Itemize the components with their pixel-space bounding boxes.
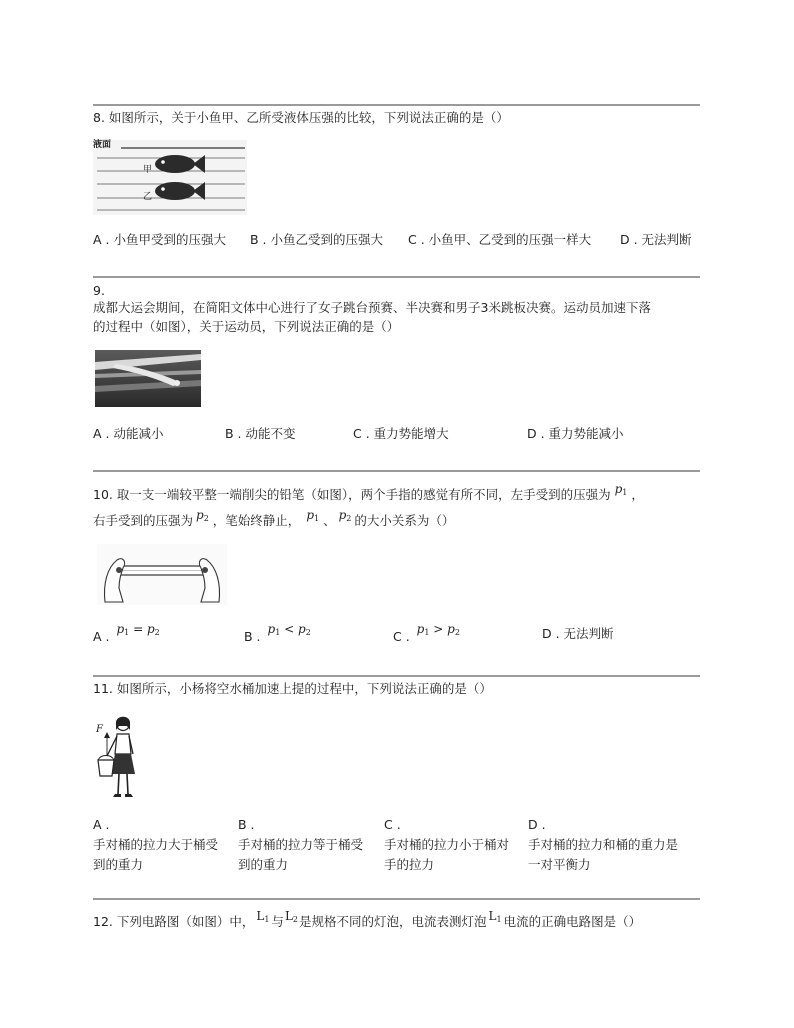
option-text: 手对桶的拉力和桶的重力是 xyxy=(528,837,679,852)
option-a[interactable]: A . 小鱼甲受到的压强大 xyxy=(93,232,226,247)
p1-symbol: $p_1$ xyxy=(306,508,320,523)
question-10-text: 的大小关系为（） xyxy=(354,513,455,528)
question-12-text: 电流的正确电路图是（） xyxy=(503,914,642,929)
question-8-stem: 8. 如图所示，关于小鱼甲、乙所受液体压强的比较，下列说法正确的是（） xyxy=(93,110,509,125)
surface-label: 液面 xyxy=(93,140,112,150)
option-letter: A . xyxy=(93,629,110,644)
option-b[interactable]: B . 小鱼乙受到的压强大 xyxy=(250,232,383,247)
question-9-line2: 的过程中（如图），关于运动员，下列说法正确的是（） xyxy=(93,319,400,334)
option-b[interactable] xyxy=(244,622,311,650)
divider xyxy=(93,898,700,900)
option-b[interactable]: B . 动能不变 xyxy=(225,426,296,441)
question-10-text: 右手受到的压强为 xyxy=(93,513,194,528)
option-letter: B . xyxy=(244,629,261,644)
pencil-figure xyxy=(97,544,227,605)
fish-jia-label: 甲 xyxy=(143,165,153,175)
divider xyxy=(93,104,700,106)
p1-symbol: $p_1$ xyxy=(614,482,628,497)
question-10-line1 xyxy=(93,482,644,508)
question-10-text: 10. 取一支一端较平整一端削尖的铅笔（如图），两个手指的感觉有所不同，左手受到的压强为 xyxy=(93,487,611,502)
option-text: 到的重力 xyxy=(238,857,289,872)
option-c[interactable] xyxy=(393,622,460,650)
option-d[interactable]: D . 无法判断 xyxy=(542,626,614,641)
option-letter: B . xyxy=(238,817,255,832)
l2-symbol: $L_2$ xyxy=(284,909,298,924)
p2-symbol: $p_2$ xyxy=(338,508,352,523)
option-text: 手对桶的拉力大于桶受 xyxy=(93,837,219,852)
option-d[interactable]: D . 无法判断 xyxy=(620,232,692,247)
question-12-text: 与 xyxy=(271,914,284,929)
comma: ， xyxy=(631,487,644,502)
fish-yi-label: 乙 xyxy=(143,192,153,202)
girl-bucket-figure xyxy=(93,712,143,800)
option-d[interactable]: D . 重力势能减小 xyxy=(527,426,624,441)
option-c[interactable]: C . 重力势能增大 xyxy=(353,426,449,441)
equation-b: $p_1 < p_2$ xyxy=(267,622,311,637)
question-9-number: 9. xyxy=(93,283,105,298)
question-10-line2 xyxy=(93,508,455,534)
equation-c: $p_1 > p_2$ xyxy=(416,622,460,637)
option-text: 一对平衡力 xyxy=(528,857,591,872)
option-a[interactable] xyxy=(93,622,160,650)
diver-icon xyxy=(95,350,201,407)
question-12-stem xyxy=(93,909,642,935)
question-11-stem: 11. 如图所示，小杨将空水桶加速上提的过程中，下列说法正确的是（） xyxy=(93,681,492,696)
fish-figure-svg xyxy=(93,140,247,215)
equation-a: $p_1 = p_2$ xyxy=(116,622,160,637)
option-text: 手的拉力 xyxy=(384,857,435,872)
option-text: 到的重力 xyxy=(93,857,144,872)
option-text: 手对桶的拉力等于桶受 xyxy=(238,837,364,852)
fish-figure xyxy=(93,140,247,215)
question-9-line1: 成都大运会期间，在简阳文体中心进行了女子跳台预赛、半决赛和男子3米跳板决赛。运动员加速下落 xyxy=(93,300,651,315)
question-12-text: 是规格不同的灯泡，电流表测灯泡 xyxy=(299,914,487,929)
separator: 、 xyxy=(323,513,336,528)
l1-symbol: $L_1$ xyxy=(488,909,502,924)
option-text: 手对桶的拉力小于桶对 xyxy=(384,837,510,852)
option-d[interactable] xyxy=(528,815,700,875)
option-letter: D . xyxy=(528,817,546,832)
option-a[interactable]: A . 动能减小 xyxy=(93,426,164,441)
option-c[interactable] xyxy=(384,815,529,875)
force-label: F xyxy=(96,724,103,735)
option-b[interactable] xyxy=(238,815,383,875)
option-a[interactable] xyxy=(93,815,238,875)
divider xyxy=(93,470,700,472)
divider xyxy=(93,276,700,278)
divider xyxy=(93,675,700,677)
question-12-text: 12. 下列电路图（如图）中， xyxy=(93,914,255,929)
l1-symbol: $L_1$ xyxy=(256,909,270,924)
option-letter: C . xyxy=(393,629,410,644)
diver-photo xyxy=(95,350,201,407)
option-c[interactable]: C . 小鱼甲、乙受到的压强一样大 xyxy=(408,232,592,247)
option-letter: C . xyxy=(384,817,401,832)
pencil-hands-icon xyxy=(97,544,227,605)
p2-symbol: $p_2$ xyxy=(196,508,209,523)
question-10-text: ，笔始终静止， xyxy=(212,513,301,528)
option-letter: A . xyxy=(93,817,110,832)
